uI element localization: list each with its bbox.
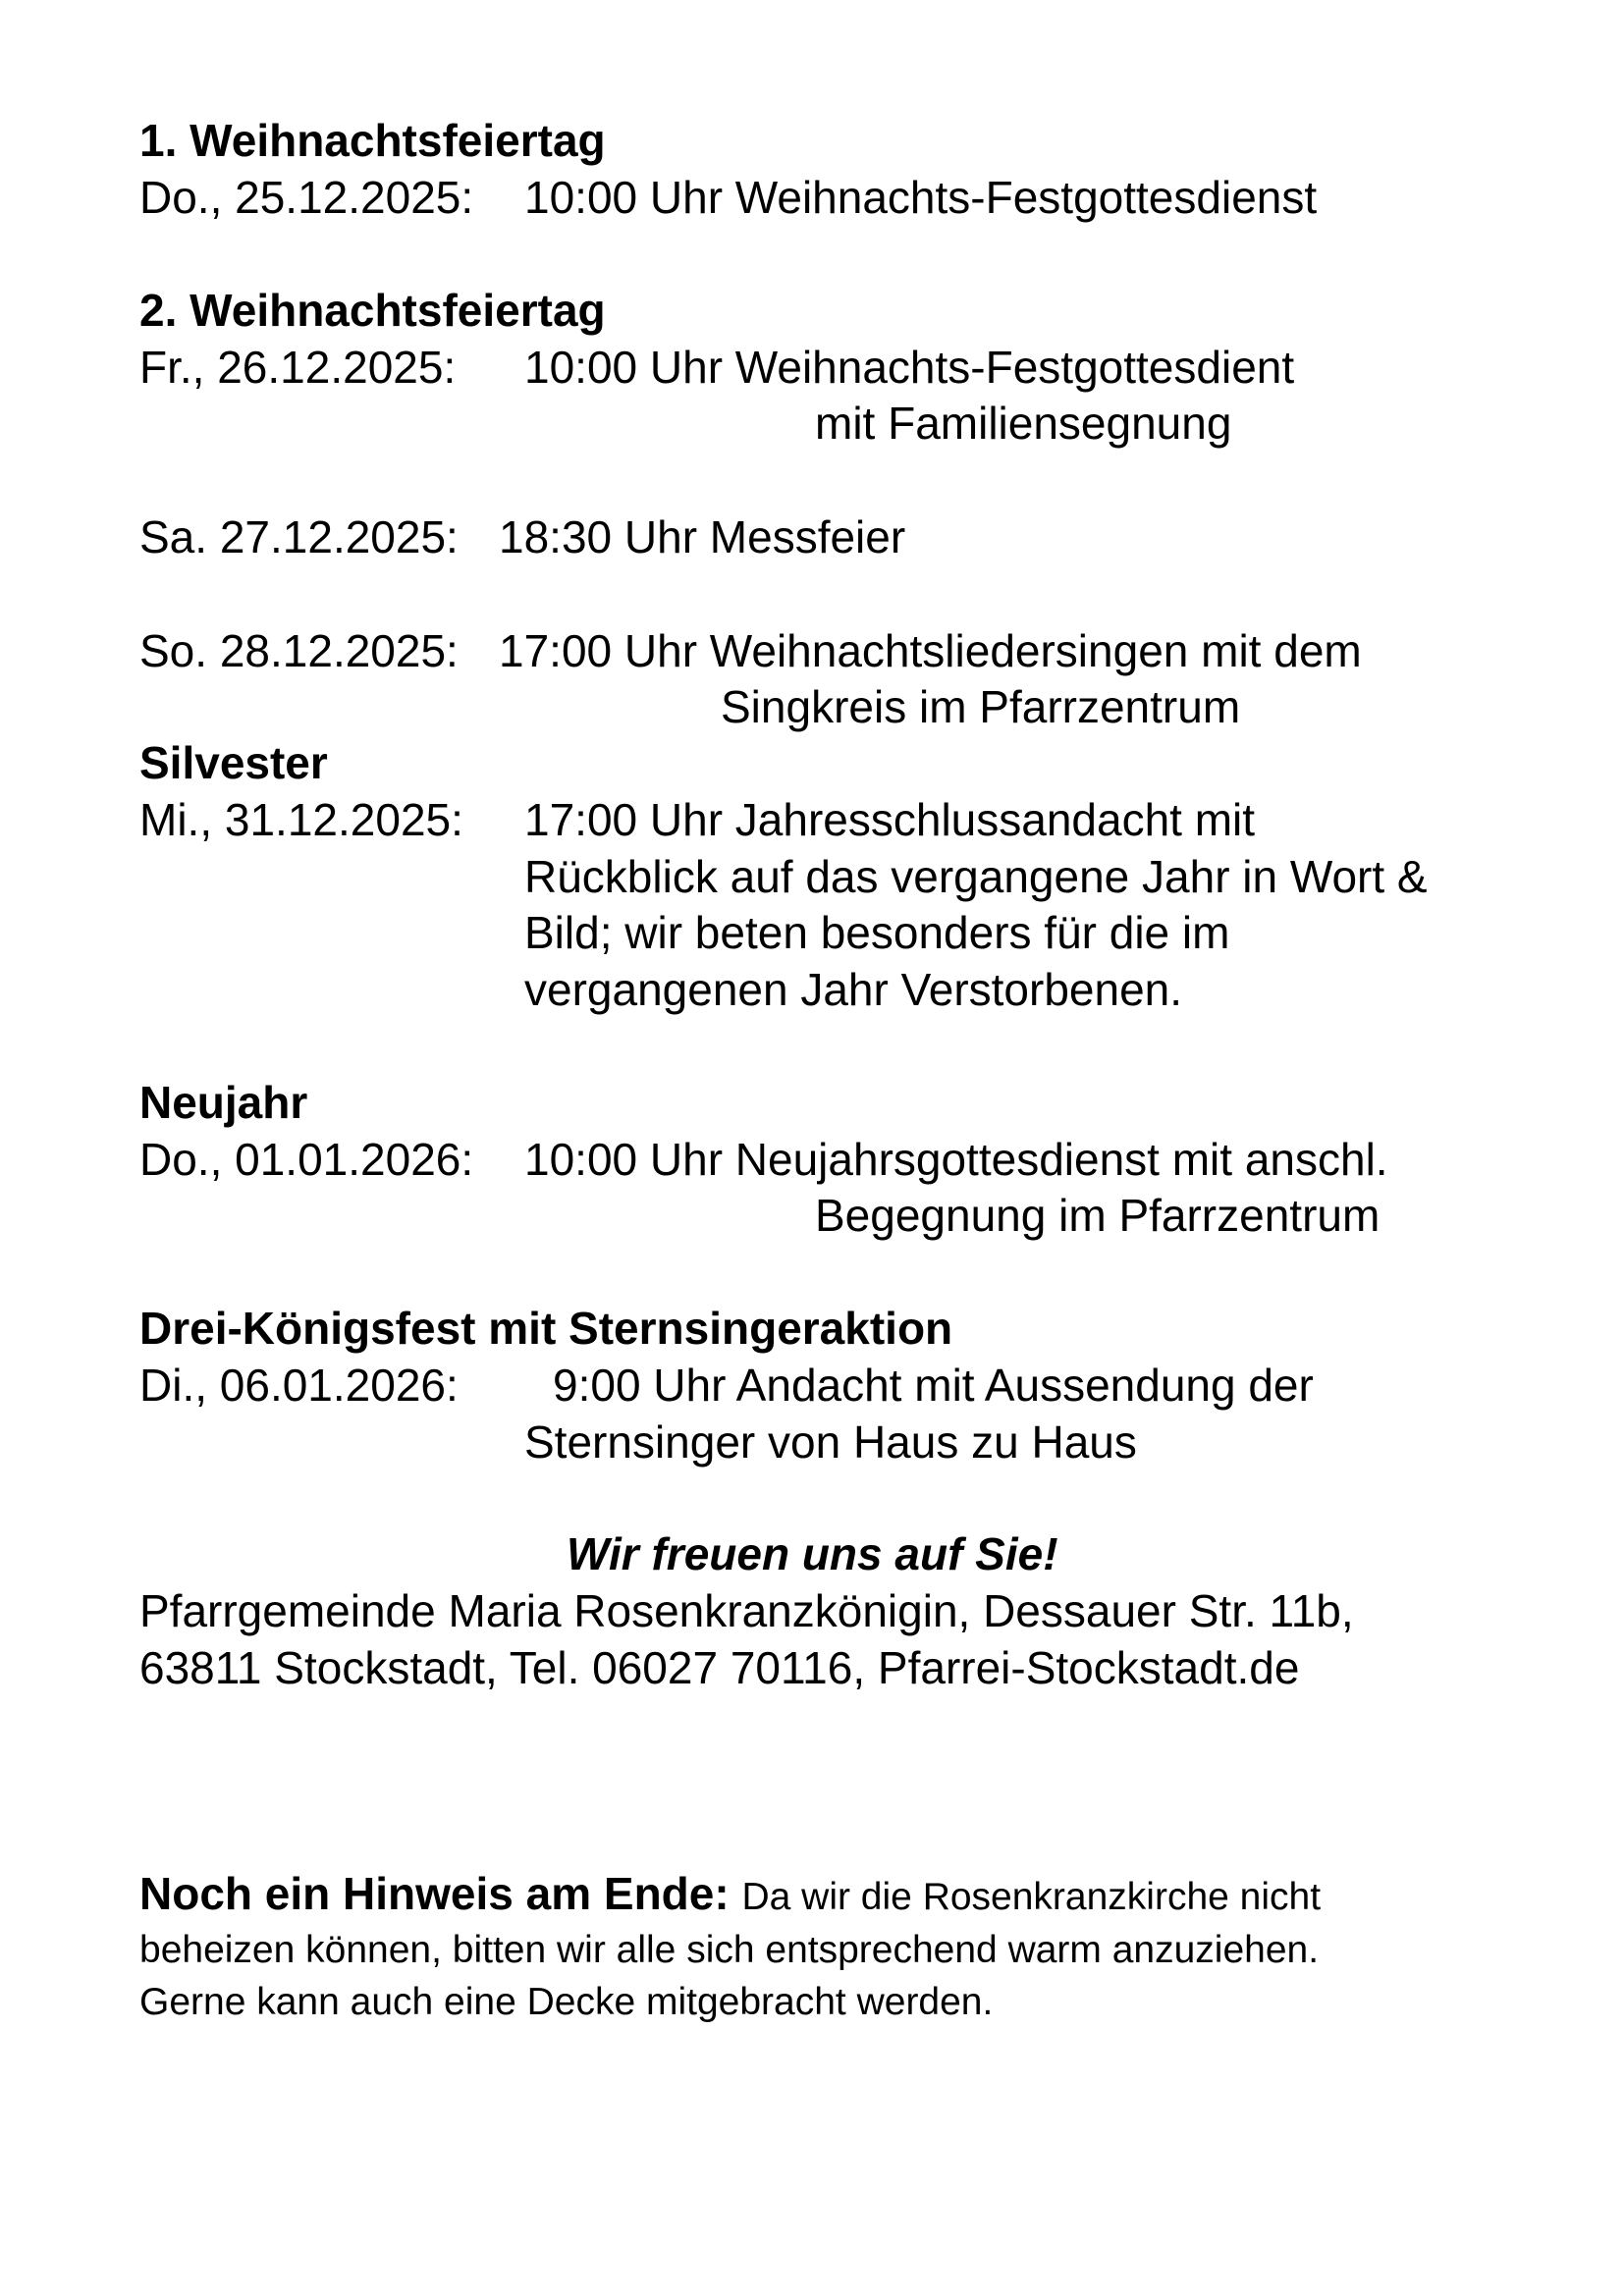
note-text-continued: beheizen können, bitten wir alle sich entsprechend warm anzuziehen. [139, 1929, 1320, 1971]
event-description-continued: Singkreis im Pfarrzentrum [721, 681, 1241, 732]
closing-greeting: Wir freuen uns auf Sie! [567, 1528, 1058, 1579]
section-heading: Drei-Königsfest mit Sternsingeraktion [139, 1303, 953, 1354]
event-description-continued: Sternsinger von Haus zu Haus [524, 1416, 1137, 1468]
section-heading: 1. Weihnachtsfeiertag [139, 115, 606, 166]
event-description-continued: Begegnung im Pfarrzentrum [815, 1190, 1380, 1241]
section-heading: Neujahr [139, 1077, 308, 1128]
note-text: Da wir die Rosenkranzkirche nicht [741, 1876, 1322, 1918]
note-label: Noch ein Hinweis am Ende: [139, 1868, 730, 1919]
event-description: 10:00 Uhr Weihnachts-Festgottesdient [524, 342, 1295, 393]
section-heading: Silvester [139, 737, 328, 788]
event-description: 17:00 Uhr Jahresschlussandacht mit [524, 794, 1256, 845]
event-description-continued: Bild; wir beten besonders für die im [524, 907, 1230, 958]
parish-address: Pfarrgemeinde Maria Rosenkranzkönigin, Dessauer Str. 11b, [139, 1585, 1354, 1636]
event-description: 18:30 Uhr Messfeier [499, 511, 906, 562]
event-description-continued: Rückblick auf das vergangene Jahr in Wort & [524, 851, 1428, 902]
note-text-continued: Gerne kann auch eine Decke mitgebracht werden. [139, 1981, 994, 2023]
closing-note-line [139, 1868, 1322, 1919]
event-date: Mi., 31.12.2025: [139, 794, 463, 845]
event-description-continued: vergangenen Jahr Verstorbenen. [524, 964, 1183, 1015]
event-description-continued: mit Familiensegnung [815, 398, 1232, 449]
event-date: Di., 06.01.2026: [139, 1360, 459, 1411]
event-description: 17:00 Uhr Weihnachtsliedersingen mit dem [499, 625, 1362, 676]
event-date: Fr., 26.12.2025: [139, 342, 457, 393]
event-date: Do., 25.12.2025: [139, 172, 474, 223]
parish-contact: 63811 Stockstadt, Tel. 06027 70116, Pfarrei-Stockstadt.de [139, 1642, 1300, 1693]
event-description: 9:00 Uhr Andacht mit Aussendung der [553, 1360, 1314, 1411]
event-date: So. 28.12.2025: [139, 625, 459, 676]
section-heading: 2. Weihnachtsfeiertag [139, 285, 606, 336]
event-description: 10:00 Uhr Neujahrsgottesdienst mit anschl. [524, 1134, 1388, 1185]
event-date: Sa. 27.12.2025: [139, 511, 459, 562]
event-date: Do., 01.01.2026: [139, 1134, 474, 1185]
event-description: 10:00 Uhr Weihnachts-Festgottesdienst [524, 172, 1318, 223]
